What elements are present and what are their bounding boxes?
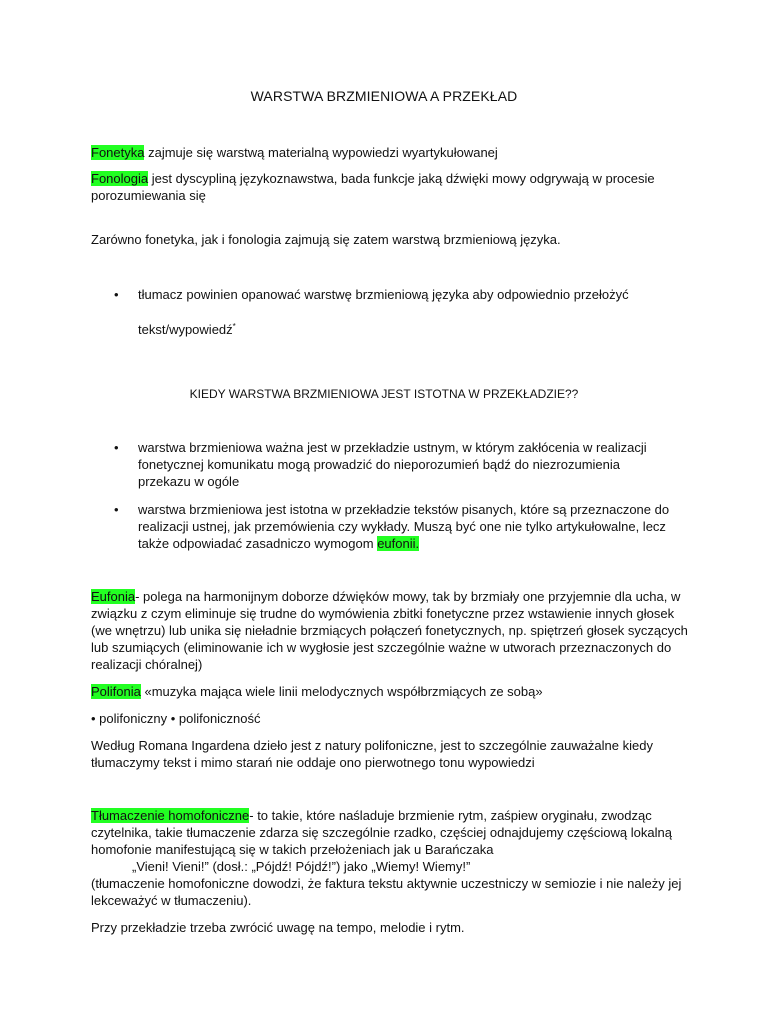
bullet-3 <box>138 501 683 552</box>
bullet-marker: • <box>114 287 119 302</box>
fonetyka-definition <box>91 144 691 161</box>
polifonia-term: Polifonia <box>91 684 141 699</box>
bullet-marker: • <box>114 502 119 517</box>
bullet-1-text: tekst/wypowiedź <box>138 322 233 337</box>
eufonii-highlight: eufonii. <box>377 536 420 551</box>
eufonia-definition <box>91 588 691 673</box>
bullet-1-line-1: tłumacz powinien opanować warstwę brzmieniową języka aby odpowiednio przełożyć <box>138 287 629 302</box>
homofoniczne-note: (tłumaczenie homofoniczne dowodzi, że faktura tekstu aktywnie uczestniczy w semiozie i nie należy jej lekceważyć w tłumaczeniu). <box>91 876 682 908</box>
zarowno-paragraph: Zarówno fonetyka, jak i fonologia zajmują się zatem warstwą brzmieniową języka. <box>91 232 561 247</box>
footnote-mark: * <box>232 322 236 331</box>
bullet-2: warstwa brzmieniowa ważna jest w przekładzie ustnym, w którym zakłócenia w realizacji fonetycznej komunikatu mogą prowadzić do nieporozumień bądź do niezrozumienia przekazu w ogóle <box>138 440 647 489</box>
eufonia-text: - polega na harmonijnym doborze dźwięków mowy, tak by brzmiały one przyjemnie dla ucha, w związku z czym eliminuje się trudne do wymówienia zbitki fonetyczne przez wstawienie innych głosek (we wnętrzu) lub unika się nieładnie brzmiących połączeń fonetycznych, np. spiętrzeń głosek syczących lub szumiących (eliminowanie ich w wygłosie jest szczególnie ważne w utworach przeznaczonych do realizacji chóralnej) <box>91 589 688 672</box>
section-heading: KIEDY WARSTWA BRZMIENIOWA JEST ISTOTNA W PRZEKŁADZIE?? <box>189 387 579 401</box>
document-title: WARSTWA BRZMIENIOWA A PRZEKŁAD <box>250 88 518 104</box>
bullet-3-text: warstwa brzmieniowa jest istotna w przekładzie tekstów pisanych, które są przeznaczone do realizacji ustnej, jak przemówienia czy wykłady. Muszą być one nie tylko artykułowalne, lecz także odpowiadać zasadniczo wymogom <box>138 502 670 551</box>
polifoniczny-line: • polifoniczny • polifoniczność <box>91 711 261 726</box>
fonetyka-text: zajmuje się warstwą materialną wypowiedzi wyartykułowanej <box>144 145 498 160</box>
eufonia-term: Eufonia <box>91 589 136 604</box>
polifonia-text: «muzyka mająca wiele linii melodycznych współbrzmiących ze sobą» <box>140 684 543 699</box>
bullet-marker: • <box>114 440 119 455</box>
bullet-1-line-2 <box>138 321 698 338</box>
homofoniczne-term: Tłumaczenie homofoniczne <box>91 808 250 823</box>
tempo-paragraph: Przy przekładzie trzeba zwrócić uwagę na tempo, melodie i rytm. <box>91 920 465 935</box>
fonologia-text: jest dyscypliną językoznawstwa, bada funkcje jaką dźwięki mowy odgrywają w procesie porozumiewania się <box>91 171 655 203</box>
homofoniczne-example: „Vieni! Vieni!” (dosł.: „Pójdź! Pójdź!”) jako „Wiemy! Wiemy!” <box>132 859 471 874</box>
fonologia-term: Fonologia <box>91 171 149 186</box>
fonologia-definition <box>91 170 661 204</box>
polifonia-definition <box>91 683 691 700</box>
ingarden-paragraph: Według Romana Ingardena dzieło jest z natury polifoniczne, jest to szczególnie zauważalne kiedy tłumaczymy tekst i mimo starań nie oddaje ono pierwotnego tonu wypowiedzi <box>91 738 653 770</box>
homofoniczne-text: - to takie, które naśladuje brzmienie rytm, zaśpiew oryginału, zwodząc czytelnika, takie tłumaczenie zdarza się szczególnie rzadko, częściej odnajdujemy częściową lokalną homofonie manifestującą się w takich przełożeniach jak u Barańczaka <box>91 808 672 857</box>
homofoniczne-definition <box>91 807 691 858</box>
fonetyka-term: Fonetyka <box>91 145 145 160</box>
